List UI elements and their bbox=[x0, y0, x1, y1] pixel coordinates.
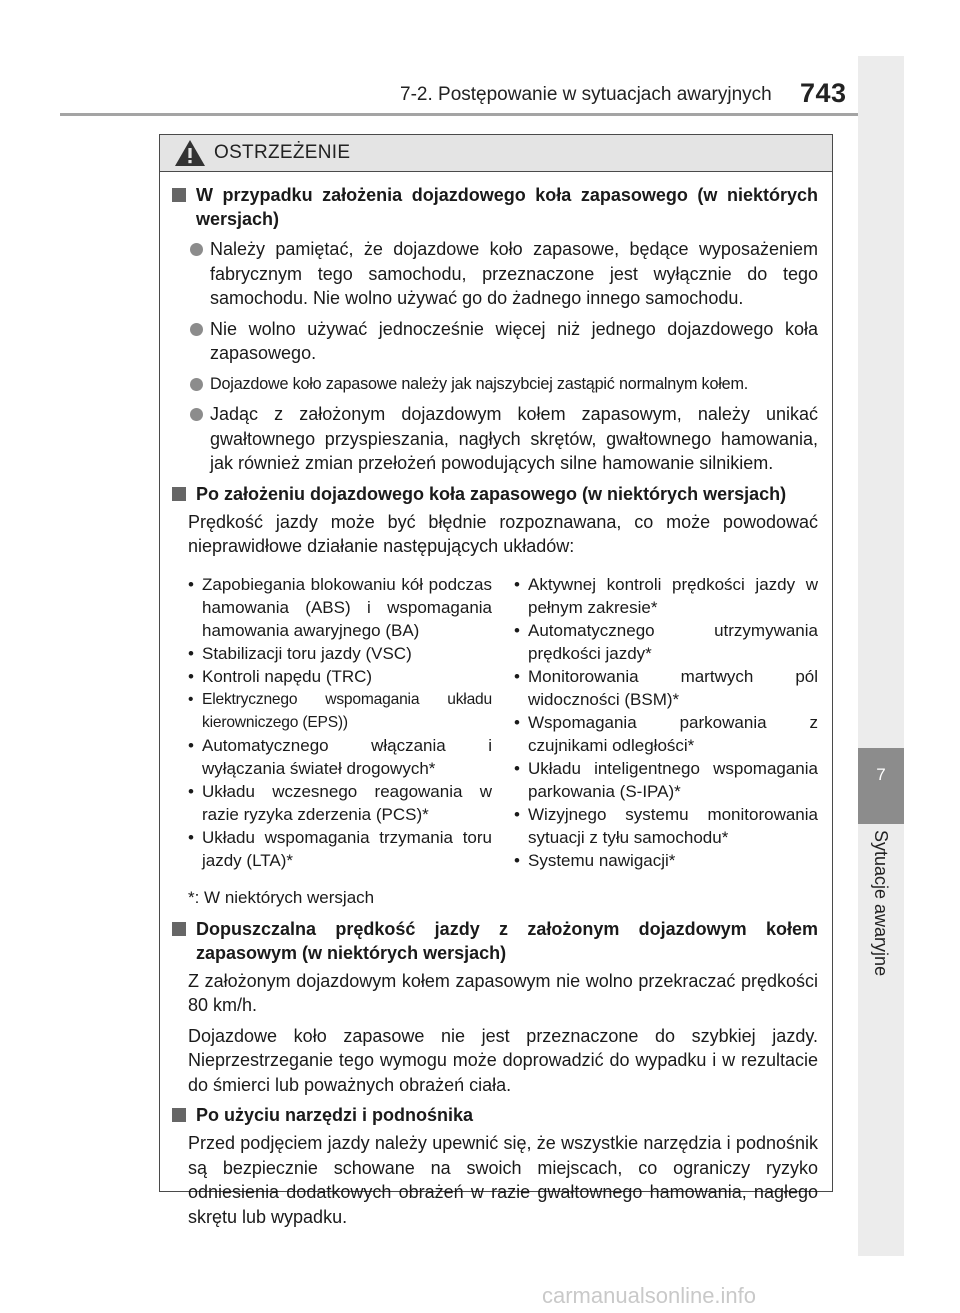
affected-systems-list bbox=[170, 573, 818, 872]
chapter-side-tab bbox=[858, 56, 904, 1256]
section-title: 7-2. Postępowanie w sytuacjach awaryjnych bbox=[400, 84, 772, 105]
chapter-number: 7 bbox=[876, 765, 886, 784]
list-item: • Zapobiegania blokowaniu kół podczas hamowania (ABS) i wspomagania hamowania awaryjnego (BA) bbox=[188, 573, 492, 642]
header-divider bbox=[60, 113, 858, 116]
paragraph: Prędkość jazdy może być błędnie rozpoznawana, co może powodować nieprawidłowe działanie następujących układów: bbox=[188, 511, 818, 556]
warning-triangle-icon bbox=[174, 139, 206, 167]
square-bullet-icon bbox=[172, 922, 186, 936]
chapter-label: Sytuacje awaryjne bbox=[871, 830, 891, 977]
warning-content bbox=[170, 179, 818, 1229]
page-number: 743 bbox=[800, 78, 847, 108]
list-item: • Wspomagania parkowania z czujnikami odległości* bbox=[514, 711, 818, 757]
square-bullet-icon bbox=[172, 487, 186, 501]
chapter-tab-active bbox=[858, 748, 904, 824]
list-item: • Układu wspomagania trzymania toru jazdy (LTA)* bbox=[188, 826, 492, 872]
list-item: • Automatycznego włączania i wyłączania świateł drogowych* bbox=[188, 734, 492, 780]
list-item: • Elektrycznego wspomagania układu kierowniczego (EPS)) bbox=[188, 688, 492, 734]
warning-title: OSTRZEŻENIE bbox=[214, 142, 351, 163]
list-item: • Układu inteligentnego wspomagania parkowania (S-IPA)* bbox=[514, 757, 818, 803]
list-item: • Kontroli napędu (TRC) bbox=[188, 665, 492, 688]
paragraph: Przed podjęciem jazdy należy upewnić się, że wszystkie narzędzia i podnośnik są bezpiecznie schowane na swoich miejscach, co ograniczy ryzyko odniesienia dodatkowych obrażeń w razie gwałtownego hamowania, nagłego skrętu lub wypadku. bbox=[188, 1133, 818, 1227]
list-item: • Układu wczesnego reagowania w razie ryzyka zderzenia (PCS)* bbox=[188, 780, 492, 826]
circle-bullet-icon bbox=[190, 408, 203, 421]
list-item: Nie wolno używać jednocześnie więcej niż jednego dojazdowego koła zapasowego. bbox=[170, 317, 818, 366]
section-heading: Dopuszczalna prędkość jazdy z założonym dojazdowym kołem zapasowym (w niektórych wersjach) bbox=[170, 917, 818, 965]
square-bullet-icon bbox=[172, 188, 186, 202]
list-item: Należy pamiętać, że dojazdowe koło zapasowe, będące wyposażeniem fabrycznym tego samochodu, przeznaczone jest wyłącznie do tego samochodu. Nie wolno używać go do żadnego innego samochodu. bbox=[170, 237, 818, 311]
paragraph: Dojazdowe koło zapasowe nie jest przeznaczone do szybkiej jazdy. Nieprzestrzeganie tego wymogu może doprowadzić do wypadku i w rezultacie do śmierci lub poważnych obrażeń ciała. bbox=[188, 1025, 818, 1095]
circle-bullet-icon bbox=[190, 243, 203, 256]
list-item: • Monitorowania martwych pól widoczności (BSM)* bbox=[514, 665, 818, 711]
section-heading: Po użyciu narzędzi i podnośnika bbox=[170, 1103, 818, 1127]
paragraph: Z założonym dojazdowym kołem zapasowym nie wolno przekraczać prędkości 80 km/h. bbox=[188, 970, 818, 1015]
list-item: • Wizyjnego systemu monitorowania sytuacji z tyłu samochodu* bbox=[514, 803, 818, 849]
list-item: Jadąc z założonym dojazdowym kołem zapasowym, należy unikać gwałtownego przyspieszania, nagłych skrętów, gwałtownego hamowania, jak również zmian przełożeń powodujących silne hamowanie silnikiem. bbox=[170, 402, 818, 476]
list-item: • Stabilizacji toru jazdy (VSC) bbox=[188, 642, 492, 665]
list-item: • Automatycznego utrzymywania prędkości jazdy* bbox=[514, 619, 818, 665]
list-item: Dojazdowe koło zapasowe należy jak najszybciej zastąpić normalnym kołem. bbox=[170, 372, 818, 397]
warning-box bbox=[159, 134, 833, 1227]
list-item: • Aktywnej kontroli prędkości jazdy w pełnym zakresie* bbox=[514, 573, 818, 619]
list-item: • Systemu nawigacji* bbox=[514, 849, 818, 872]
square-bullet-icon bbox=[172, 1108, 186, 1122]
left-column bbox=[188, 573, 492, 872]
circle-bullet-icon bbox=[190, 378, 203, 391]
section-heading: Po założeniu dojazdowego koła zapasowego (w niektórych wersjach) bbox=[170, 482, 818, 506]
footnote: *: W niektórych wersjach bbox=[188, 887, 375, 907]
warning-header bbox=[160, 135, 832, 172]
right-column bbox=[514, 573, 818, 872]
circle-bullet-icon bbox=[190, 323, 203, 336]
section-heading: W przypadku założenia dojazdowego koła zapasowego (w niektórych wersjach) bbox=[170, 183, 818, 231]
watermark: carmanualsonline.info bbox=[542, 1283, 757, 1308]
